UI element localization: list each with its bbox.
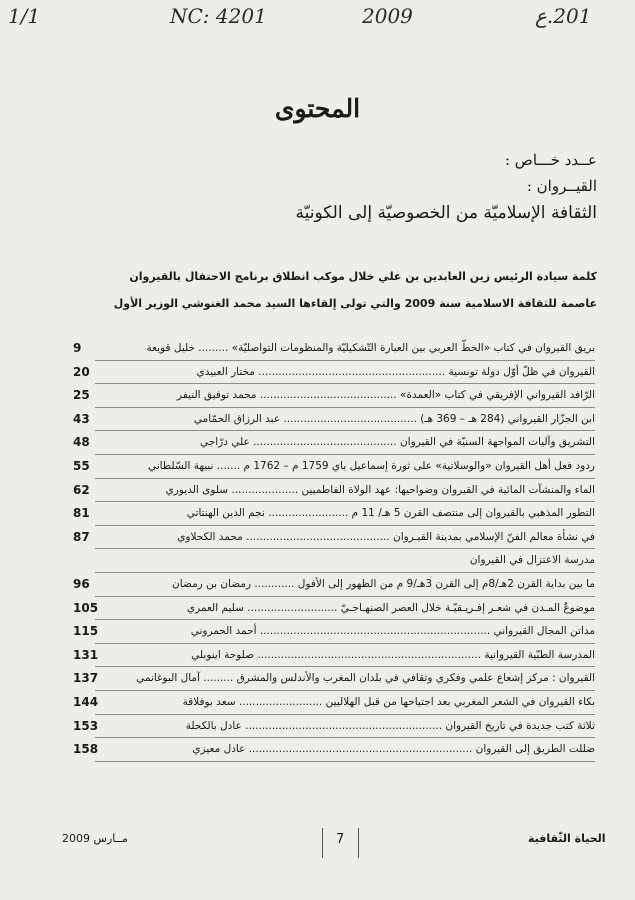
toc-entry bbox=[73, 739, 595, 763]
toc-entry bbox=[95, 550, 595, 574]
toc-entry-page: 9 bbox=[73, 341, 82, 355]
toc-entry-rule bbox=[95, 619, 595, 620]
toc-entry-rule bbox=[95, 596, 595, 597]
toc-entry-page: 153 bbox=[73, 718, 99, 733]
toc-entry-page: 20 bbox=[73, 364, 90, 379]
toc-entry-title: ردود فعل أهل القيروان «والوسلاتية» على ثورة إسماعيل باي 1759 م – 1762 م ....... نبيهة السّلطاني bbox=[147, 459, 595, 472]
toc-entry-title: المدرسة الطبّية القيروانية ................................................................... صلوحة اينوبلي bbox=[191, 648, 595, 661]
toc-entry-page: 158 bbox=[73, 742, 99, 757]
toc-entry-title: موضوعُ المـدن في شعـر إفـريـقيّـة خلال العصر الصنهـاجـيّ ........................... سليم العمري bbox=[186, 601, 595, 614]
toc-entry-page: 55 bbox=[73, 458, 90, 473]
toc-entry bbox=[73, 668, 595, 692]
footer-divider-right bbox=[358, 828, 359, 858]
toc-entry bbox=[73, 598, 595, 622]
toc-entry bbox=[73, 409, 595, 433]
handwritten-number: 201.ع bbox=[535, 4, 592, 28]
toc-entry-page: 87 bbox=[73, 529, 90, 544]
toc-entry-page: 105 bbox=[73, 600, 99, 615]
intro-line-1: كلمة سيادة الرئيس زين العابدين بن علي خلال موكب انطلاق برنامج الاحتفال بالقيروان bbox=[129, 270, 597, 283]
toc-entry-rule bbox=[95, 383, 595, 384]
toc-entry bbox=[73, 716, 595, 740]
toc-entry-title: مدرسة الاعتزال في القيروان bbox=[469, 554, 595, 567]
toc-entry-rule bbox=[95, 407, 595, 408]
toc-entry-title: القيروان : مركز إشعاع علمي وفكري وثقافي في بلدان المغرب والأندلس والمشرق ......... آمال البوغانمي bbox=[136, 672, 595, 685]
handwritten-reference: NC: 4201 bbox=[170, 4, 267, 28]
toc-entry-title: مداتن المجال القيرواني ..................................................................... أحمد الحمروني bbox=[190, 625, 595, 638]
toc-entry-page: 131 bbox=[73, 647, 99, 662]
toc-entry-title: بكاء القيروان في الشعر المغربي بعد اجتياحها من قبل الهلاليين ......................... سعد بوفلاقة bbox=[182, 695, 595, 708]
toc-entry bbox=[73, 503, 595, 527]
special-issue-label: عــدد خـــاص : bbox=[504, 151, 597, 169]
toc-entry-rule bbox=[95, 548, 595, 549]
table-of-contents bbox=[73, 338, 595, 763]
toc-entry-page: 144 bbox=[73, 694, 99, 709]
toc-entry bbox=[73, 692, 595, 716]
intro-line-2: عاصمة للثقافة الاسلامية سنة 2009 والتي تولى إلقاءها السيد محمد الغنوشي الوزير الأول bbox=[113, 297, 597, 310]
toc-entry-title: القيروان في ظلّ أوّل دولة تونسية ........................................................ مختار العبيدي bbox=[196, 365, 595, 378]
toc-entry-rule bbox=[95, 430, 595, 431]
issue-date: مــارس 2009 bbox=[62, 832, 128, 845]
toc-entry-page: 81 bbox=[73, 506, 90, 521]
toc-entry-title: ضللت الطريق إلى القيروان ................................................................... عادل معيزي bbox=[192, 743, 595, 756]
toc-entry-rule bbox=[95, 761, 595, 762]
toc-entry bbox=[73, 338, 595, 362]
toc-entry bbox=[73, 456, 595, 480]
page-number: 7 bbox=[336, 832, 345, 847]
toc-entry-page: 43 bbox=[73, 411, 90, 426]
toc-entry-page: 96 bbox=[73, 576, 90, 591]
toc-entry-title: في نشأة معالم الفنّ الإسلامي بمدينة القيـروان ........................................... محمد الكحلاوي bbox=[177, 530, 595, 543]
toc-entry bbox=[73, 385, 595, 409]
page-title: المحتوى bbox=[274, 94, 361, 123]
toc-entry-page: 62 bbox=[73, 482, 90, 497]
toc-entry-page: 48 bbox=[73, 435, 90, 450]
toc-entry-title: الماء والمنشآت المائية في القيروان وضواحيها: عهد الولاة الفاطميين .................... سلوى الديوري bbox=[165, 483, 595, 496]
toc-entry bbox=[73, 480, 595, 504]
toc-entry-rule bbox=[95, 737, 595, 738]
toc-entry-title: الرّافد القيرواني الإفريقي في كتاب «العمدة» ......................................... محمد توفيق النيفر bbox=[177, 389, 595, 402]
toc-entry-rule bbox=[95, 690, 595, 691]
toc-entry-rule bbox=[95, 501, 595, 502]
toc-entry bbox=[73, 432, 595, 456]
toc-entry-title: ثلاثة كتب جديدة في تاريخ القيروان ........................................................... عادل بالكحلة bbox=[185, 719, 595, 732]
toc-entry-rule bbox=[95, 360, 595, 361]
handwritten-volume: 1/1 bbox=[8, 4, 41, 28]
toc-entry-page: 137 bbox=[73, 671, 99, 686]
toc-entry-title: ما بين بداية القرن 2هـ/8م إلى القرن 3هـ/9 م من الظهور إلى الأفول ............ رمضان بن رمضان bbox=[172, 577, 595, 590]
toc-entry bbox=[73, 362, 595, 386]
issue-subtitle: الثقافة الإسلاميّة من الخصوصيّة إلى الكونيّة bbox=[295, 203, 597, 223]
magazine-name: الحياة الثّقافية bbox=[528, 832, 606, 845]
toc-entry bbox=[73, 527, 595, 551]
toc-entry-title: بريق القيروان في كتاب «الخطّ العربي بين العبارة التّشكيليّة والمنظومات التواصليّة» ......... خليل قويعة bbox=[146, 342, 595, 354]
toc-entry bbox=[73, 621, 595, 645]
toc-entry-rule bbox=[95, 572, 595, 573]
toc-entry-title: التشريق وآليات المواجهة السنيّة في القيروان ........................................... علي درّاجي bbox=[200, 436, 595, 449]
footer-divider-left bbox=[322, 828, 323, 858]
toc-entry bbox=[73, 645, 595, 669]
toc-entry-title: التطور المذهبي بالقيروان إلى منتصف القرن 5 هـ/ 11 م ........................ نجم الدين الهنتاتي bbox=[186, 507, 595, 520]
toc-entry-rule bbox=[95, 478, 595, 479]
handwritten-year: 2009 bbox=[362, 4, 413, 28]
toc-entry-rule bbox=[95, 643, 595, 644]
toc-entry bbox=[73, 574, 595, 598]
toc-entry-rule bbox=[95, 666, 595, 667]
toc-entry-rule bbox=[95, 454, 595, 455]
kairouan-label: القيــروان : bbox=[526, 177, 597, 195]
toc-entry-rule bbox=[95, 714, 595, 715]
toc-entry-title: ابن الجزّار القيرواني (284 هـ – 369 هـ) ........................................ عبد الرزاق الحمّامي bbox=[193, 412, 595, 425]
toc-entry-page: 25 bbox=[73, 388, 90, 403]
toc-entry-page: 115 bbox=[73, 624, 99, 639]
toc-entry-rule bbox=[95, 525, 595, 526]
